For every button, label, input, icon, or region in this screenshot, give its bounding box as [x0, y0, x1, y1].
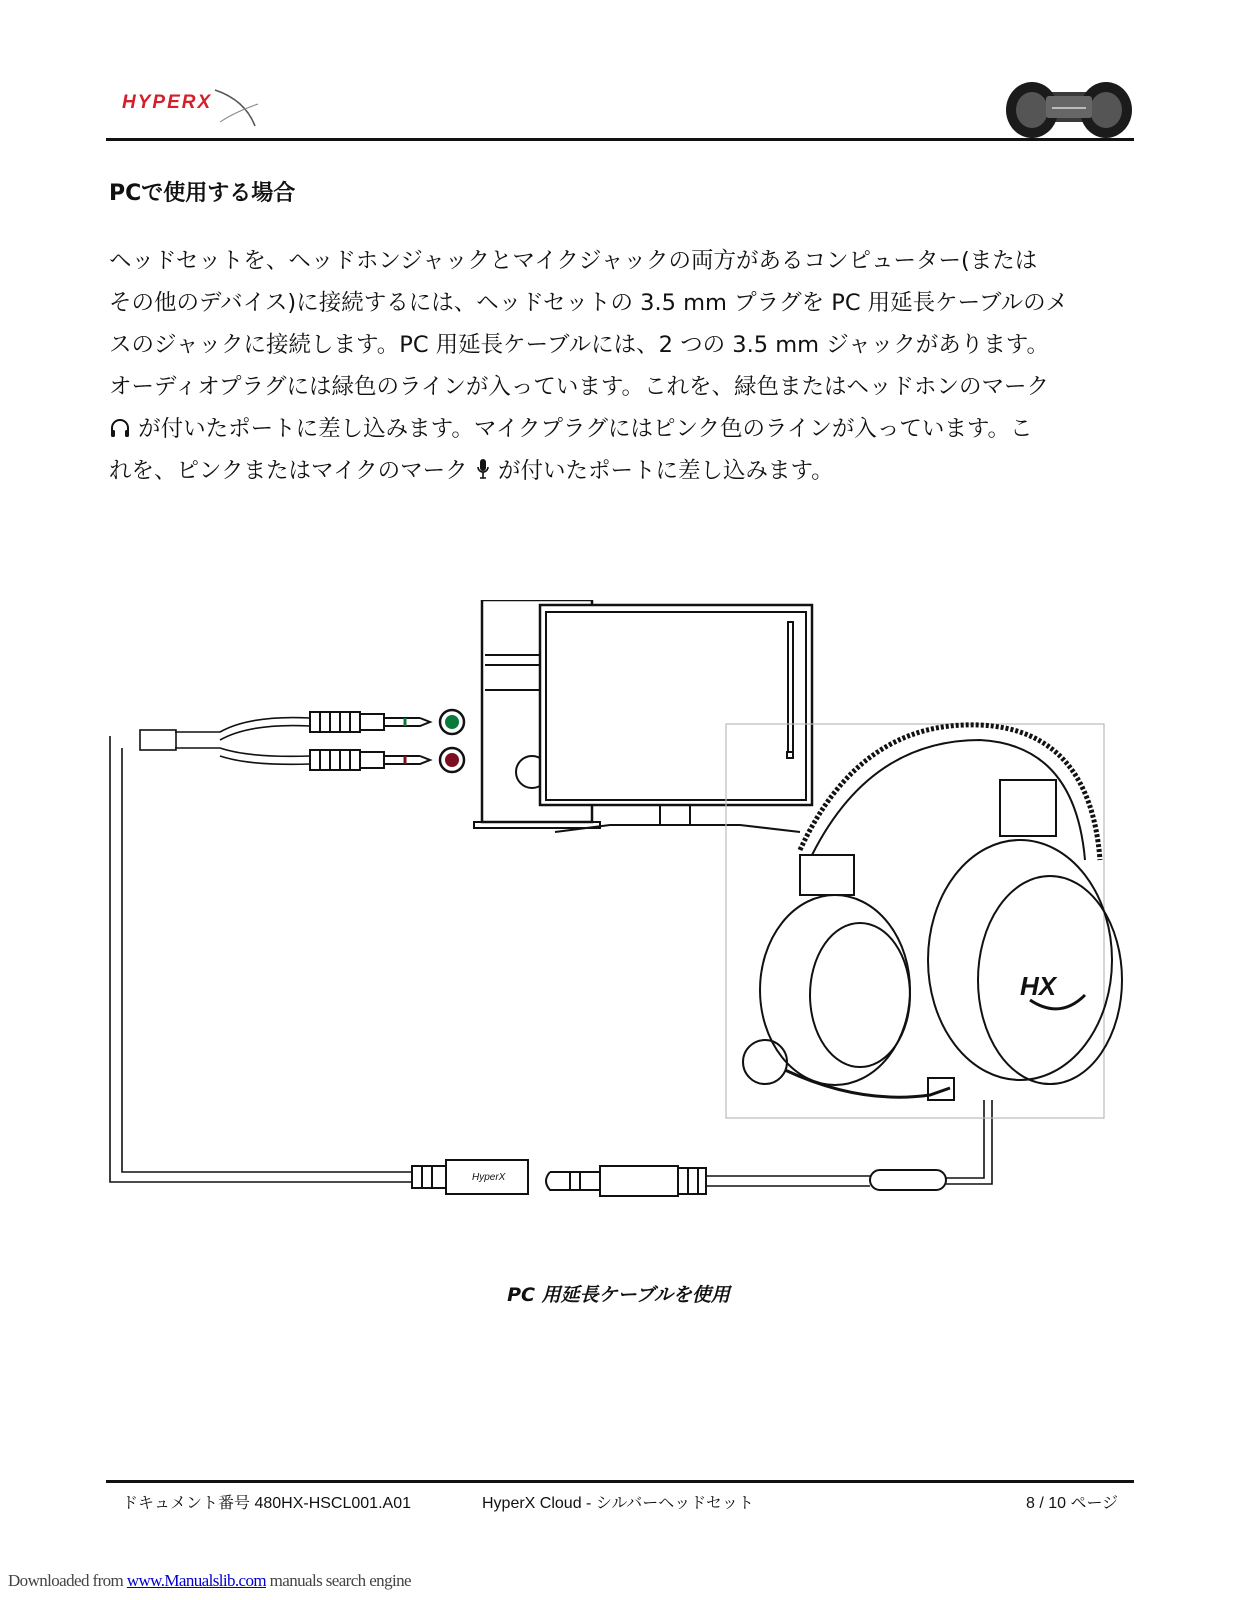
logo-text: HYPERX: [122, 92, 213, 113]
section-title: PCで使用する場合: [109, 181, 296, 206]
headphone-icon: [109, 411, 131, 453]
footer-page-number: 8 / 10 ページ: [1026, 1495, 1119, 1512]
footer-rule: [106, 1480, 1134, 1483]
paragraph-line: オーディオプラグには緑色のラインが入っています。これを、緑色またはヘッドホンのマーク: [109, 374, 1050, 400]
paragraph-line: その他のデバイス)に接続するには、ヘッドセットの 3.5 mm プラグを PC 用延長ケーブルのメ: [109, 290, 1069, 316]
volume-control-icon: [870, 1170, 946, 1190]
paragraph-line-with-icon: [109, 408, 1139, 450]
paragraph-text: れを、ピンクまたはマイクのマーク: [109, 458, 468, 484]
paragraph-line: スのジャックに接続します。PC 用延長ケーブルには、2 つの 3.5 mm ジャックがあります。: [109, 332, 1049, 358]
audio-plug-icon: [310, 712, 430, 732]
footer-product: HyperX Cloud - シルバーヘッドセット: [482, 1495, 754, 1512]
manualslib-link[interactable]: www.Manualslib.com: [126, 1571, 267, 1590]
adapter-label: HyperX: [472, 1172, 506, 1183]
instruction-paragraph: [109, 240, 1139, 492]
paragraph-line-with-icon: [109, 450, 1139, 492]
headset-logo: HX: [1020, 971, 1057, 1001]
download-prefix: Downloaded from: [8, 1571, 127, 1590]
figure-caption: PC 用延長ケーブルを使用: [507, 1284, 730, 1306]
monitor-icon: [540, 605, 812, 832]
connection-diagram: [100, 600, 1140, 1220]
footer-doc-number: ドキュメント番号 480HX-HSCL001.A01: [122, 1495, 411, 1512]
mic-plug-icon: [310, 750, 430, 770]
download-suffix: manuals search engine: [266, 1571, 411, 1590]
headset-plug-icon: [546, 1166, 706, 1196]
header-rule: [106, 138, 1134, 141]
paragraph-line: ヘッドセットを、ヘッドホンジャックとマイクジャックの両方があるコンピューター(または: [109, 248, 1038, 274]
microphone-icon: [475, 453, 491, 495]
extension-jack-icon: [412, 1160, 528, 1194]
headset-thumbnail-icon: [1002, 72, 1136, 138]
paragraph-text: が付いたポートに差し込みます。マイクプラグにはピンク色のラインが入っています。こ: [138, 416, 1033, 442]
paragraph-text: が付いたポートに差し込みます。: [497, 458, 834, 484]
download-notice: [8, 1571, 411, 1591]
hyperx-logo: [120, 82, 270, 130]
